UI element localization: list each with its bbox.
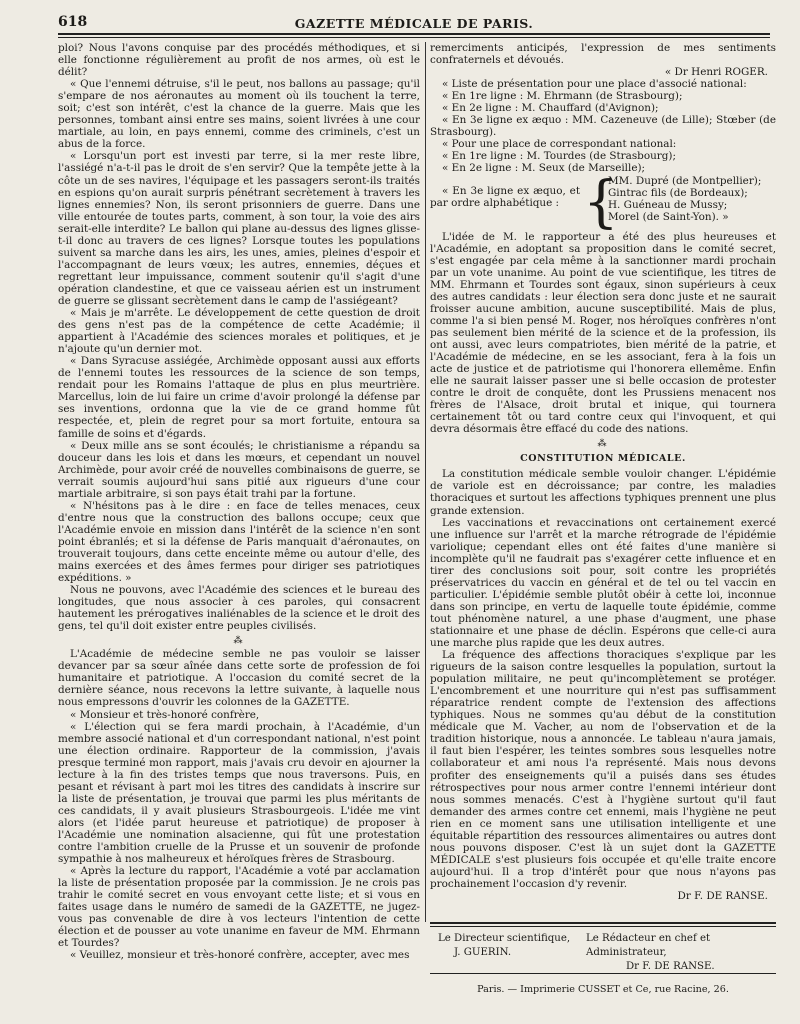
left-column [58, 42, 420, 1020]
column-divider [425, 42, 426, 922]
paragraph: L'Académie de médecine semble ne pas vouloir se laisser devancer par sa sœur aînée dans cette sorte de profession de foi humanitaire et patriotique. A l'occasion du comité secret de la dernière séance, nous recevons la lettre suivante, à laquelle nous nous empressons d'ouvrir les colonnes de la GAZETTE. [58, 648, 420, 709]
paragraph: « Mais je m'arrête. Le développement de cette question de droit des gens n'est pas de la compétence de cette Académie; il appartient à l'Académie des sciences morales et politiques, et je n'ajoute qu'un dernier mot. [58, 307, 420, 356]
paragraph: « N'hésitons pas à le dire : en face de telles menaces, ceux d'entre nous que la construction des ballons occupe; ceux que l'Académie envoie en mission dans l'intérêt de la science n'en sont point ébranlés; et si la défense de Paris manquait d'aéronautes, on trouverait toujours, dans cette enceinte même ou autour d'elle, des mains exercées et des âmes fermes pour diriger ses patriotiques expéditions. » [58, 499, 420, 585]
director-name: J. GUERIN. [454, 947, 512, 958]
paragraph: « Dans Syracuse assiégée, Archimède opposant aussi aux efforts de l'ennemi toutes les ressources de la science de son temps, rendait pour les Romains l'attaque de plus en plus meurtrière. Marcellus, loin de lui faire un crime d'avoir prolongé la défense par ses inventions, ordonna que la vie de ce grand homme fût respectée, et, plein de regret pour sa mort fortuite, entoura sa famille de soins et d'égards. [58, 355, 420, 440]
candidate-name: MM. Dupré (de Montpellier); [608, 174, 762, 187]
paragraph: remerciments anticipés, l'expression de mes sentiments confraternels et dévoués. [430, 42, 776, 67]
paragraph: ploi? Nous l'avons conquise par des procédés méthodiques, et si elle fonctionne régulièrement au profit de nos armes, où est le délit? [58, 42, 420, 79]
list-line: « En 1re ligne : M. Tourdes (de Strasbourg); [442, 150, 676, 163]
brace-icon: { [583, 169, 619, 235]
footer-rule-bottom [430, 973, 776, 974]
brace-names [608, 175, 776, 223]
paragraph: « Veuillez, monsieur et très-honoré confrère, accepter, avec mes [70, 949, 410, 962]
signature-roger: « Dr Henri ROGER. [664, 66, 768, 79]
director-block [438, 932, 588, 960]
footer-rule-thin [430, 926, 776, 927]
paragraph: « Que l'ennemi détruise, s'il le peut, nos ballons au passage; qu'il s'empare de nos aéronautes au moment où ils touchent la terre, soit; c'est son intérêt, c'est la chance de la guerre. Mais que les personnes, tombant ainsi entre ses mains, soient livrées à une cour martiale, au loin, en pays ennemi, comme des criminels, c'est un abus de la force. [58, 78, 420, 151]
list-line: « En 3e ligne ex æquo : MM. Cazeneuve (de Lille); Stœber (de Strasbourg). [430, 114, 776, 139]
candidate-name: Morel (de Saint-Yon). » [608, 210, 729, 223]
candidate-name: H. Guéneau de Mussy; [608, 198, 728, 211]
paragraph: « Après la lecture du rapport, l'Académie a voté par acclamation la liste de présentation proposée par la commission. Je ne crois pas trahir le comité secret en vous envoyant cette liste; et si vous en faites usage dans le numéro de samedi de la GAZETTE, ne jugez-vous pas convenable de dire à vos lecteurs l'intention de cette élection et de pousser au vote unanime en faveur de MM. Ehrmann et Tourdes? [58, 865, 420, 950]
list-line: « En 2e ligne : M. Chauffard (d'Avignon); [442, 102, 659, 115]
paragraph: La fréquence des affections thoraciques s'explique par les rigueurs de la saison contre lesquelles la population, surtout la population militaire, ne peut qu'incomplètement se protéger. L'encombrement et une nourriture qui n'est pas suffisamment réparatrice rendent compte de l'extension des affections typhiques. Nous ne sommes qu'au début de la constitution médicale que M. Vacher, au nom de l'observation et de la tradition historique, nous a annoncée. Le tableau n'aura jamais, il faut bien l'espérer, les teintes sombres sous lesquelles notre collaborateur et ami nous l'a représenté. Mais nous devons profiter des enseignements qu'il a puisés dans ses études rétrospectives pour nous armer contre l'ennemi intérieur dont nous sommes menacés. C'est à l'hygiène surtout qu'il faut demander des armes contre cet ennemi, mais l'hygiène ne peut rien en ce moment sans une utilisation intelligente et une équitable répartition des ressources alimentaires ou autres dont nous pouvons disposer. C'est là un sujet dont la GAZETTE MÉDICALE s'est plusieurs fois occupée et qu'elle traite encore aujourd'hui. Il a trop d'intérêt pour que nous n'ayons pas prochainement l'occasion d'y revenir. [430, 649, 776, 890]
paragraph: « Monsieur et très-honoré confrère, [70, 708, 260, 721]
paragraph: « Deux mille ans se sont écoulés; le christianisme a répandu sa douceur dans les lois et dans les mœurs, et cependant un nouvel Archimède, pour avoir créé de nouvelles combinaisons de guerre, se verrait soumis aujourd'hui sans pitié aux rigueurs d'une cour martiale arbitraire, si son pays était trahi par la fortune. [58, 439, 420, 500]
section-ornament: ⁂ [233, 636, 245, 647]
journal-title: GAZETTE MÉDICALE DE PARIS. [294, 16, 534, 31]
paragraph: L'idée de M. le rapporteur a été des plus heureuses et l'Académie, en adoptant sa proposition dans le comité secret, s'est engagée par cela même à la sanctionner mardi prochain par un vote unanime. Au point de vue scientifique, les titres de MM. Ehrmann et Tourdes sont égaux, sinon supérieurs à ceux des autres candidats : leur élection sera donc juste et ne saurait froisser aucune ambition, aucune susceptibilité. Mais de plus, comme l'a si bien pensé M. Roger, nos héroïques confrères n'ont pas seulement bien mérité de la science et de la profession, ils ont aussi, avec leurs compatriotes, bien mérité de la patrie, et l'Académie de médecine, en se les associant, fera à la fois un acte de justice et de patriotisme qui l'honorera ellemême. Enfin elle ne saurait laisser passer une si belle occasion de protester contre le droit de conquête, dont les Prussiens menacent nos frères de l'Alsace, droit brutal et inique, qui tournera certainement tôt ou tard contre ceux qui l'invoquent, et qui devra désormais être effacé du code des nations. [430, 230, 776, 436]
footer-rule [430, 922, 776, 924]
editor-name: Dr F. DE RANSE. [626, 961, 715, 972]
list-line: « En 1re ligne : M. Ehrmann (de Strasbourg); [442, 90, 683, 103]
page-number: 618 [58, 14, 88, 30]
brace-label: « En 3e ligne ex æquo, et par ordre alphabétique : [430, 184, 580, 209]
candidate-name: Gintrac fils (de Bordeaux); [608, 186, 748, 199]
right-column [430, 42, 776, 912]
paragraph: Les vaccinations et revaccinations ont certainement exercé une influence sur l'arrêt et la marche rétrograde de l'épidémie variolique; cependant elles ont été faites d'une manière si incomplète qu'il ne faudrait pas s'exagérer cette influence et en tirer des conclusions soit pour, soit contre les propriétés préservatrices du vaccin en général et de tel ou tel vaccin en particulier. L'épidémie semble plutôt obéir à cette loi, inconnue dans son principe, en vertu de laquelle toute épidémie, comme tout phénomène naturel, a une phase d'augment, une phase stationnaire et une phase de déclin. Espérons que celle-ci aura une marche plus rapide que les deux autres. [430, 516, 776, 650]
editor-block [586, 932, 776, 974]
paragraph: « Lorsqu'un port est investi par terre, si la mer reste libre, l'assiégé n'a-t-il pas le droit de s'en servir? Que la tempête jette à la côte un de ses navires, l'équipage et les passagers seront-ils traités en espions qu'on aurait surpris pénétrant secrètement à travers les lignes ennemies? Non, ils seront prisonniers de guerre. Dans une ville entourée de toutes parts, comment, à son tour, la voie des airs serait-elle interdite? Le ballon qui plane au-dessus des lignes glisse-t-il donc au travers de ces lignes? Lorsque toutes les populations suivent sa marche dans les airs, les unes, amies, pleines d'espoir et l'accompagnant de leurs vœux; les autres, ennemies, déçues et regrettant leur impuissance, comment soutenir qu'il s'agit d'une opération clandestine, et que ce vaisseau aérien est un instrument de guerre se glissant secrètement dans le camp de l'assiégeant? [58, 150, 420, 307]
signature-ranse: Dr F. DE RANSE. [677, 890, 768, 902]
list-line: « En 2e ligne : M. Seux (de Marseille); [442, 162, 646, 175]
header-rule [58, 33, 770, 35]
paragraph: « L'élection qui se fera mardi prochain, à l'Académie, d'un membre associé national et d'un correspondant national, n'est point une élection ordinaire. Rapporteur de la commission, j'avais presque terminé mon rapport, mais j'avais cru devoir en ajourner la lecture à la fin des tristes temps que nous traversons. Puis, en pesant et révisant à part moi les titres des candidats à inscrire sur la liste de présentation, je trouvai que parmi les plus méritants de ces candidats, il y avait plusieurs Strasbourgeois. L'idée me vint alors (et l'idée parut heureuse et patriotique) de proposer à l'Académie une nomination alsacienne, qui fût une protestation contre l'ambition cruelle de la Prusse et un souvenir de profonde sympathie à nos malheureux et héroïques frères de Strasbourg. [58, 720, 420, 866]
list-line: « Pour une place de correspondant national: [442, 138, 677, 151]
section-ornament: ⁂ [597, 439, 609, 450]
section-title: CONSTITUTION MÉDICALE. [520, 453, 686, 465]
page-header [58, 10, 770, 34]
paragraph: Nous ne pouvons, avec l'Académie des sciences et le bureau des longitudes, que nous associer à ces paroles, qui consacrent hautement les prérogatives inaliénables de la science et le droit des gens, tel qu'il doit exister entre peuples civilisés. [58, 584, 420, 633]
printer-line: Paris. — Imprimerie CUSSET et Ce, rue Racine, 26. [477, 984, 729, 995]
paragraph: La constitution médicale semble vouloir changer. L'épidémie de variole est en décroissance; par contre, les maladies thoraciques et surtout les affections typhiques prennent une plus grande extension. [430, 468, 776, 517]
header-rule-thin [58, 37, 770, 38]
director-label: Le Directeur scientifique, [438, 933, 571, 944]
list-line: « Liste de présentation pour une place d'associé national: [442, 78, 747, 91]
editor-label: Le Rédacteur en chef et Administrateur, [586, 933, 711, 958]
brace-list [430, 169, 776, 235]
